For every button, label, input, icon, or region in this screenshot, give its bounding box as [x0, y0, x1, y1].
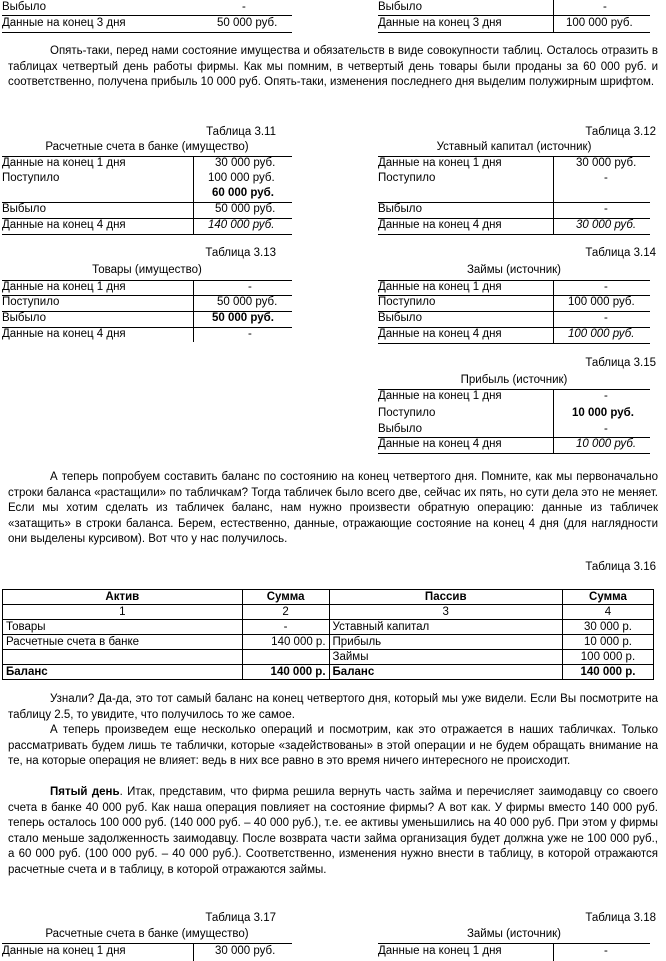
- paragraph-5: [8, 785, 658, 878]
- table-number-row: [3, 605, 654, 620]
- table-row: [2, 202, 292, 217]
- row-label: Данные на конец 1 дня: [2, 157, 126, 169]
- row-value: -: [604, 203, 608, 215]
- header-summa: Сумма: [562, 590, 653, 605]
- row-label: Данные на конец 4 дня: [378, 438, 502, 450]
- cell: 140 000 р.: [242, 665, 329, 680]
- top-right-row-vybylo: [378, 0, 650, 15]
- row-label: Данные на конец 4 дня: [378, 328, 502, 340]
- table-row: [378, 311, 650, 326]
- table-row: [378, 406, 650, 421]
- row-value: -: [604, 390, 608, 402]
- table-3-12-caption: Таблица 3.12: [585, 126, 656, 138]
- table-3-11-title: Расчетные счета в банке (имущество): [45, 141, 249, 153]
- row-value: 10 000 руб.: [572, 407, 634, 419]
- row-value: 50 000 руб.: [217, 17, 278, 29]
- table-row: [378, 389, 650, 404]
- top-left-row-vybylo: [2, 0, 292, 15]
- row-label: Выбыло: [378, 312, 423, 324]
- divider: [378, 32, 650, 33]
- header-aktiv: Актив: [3, 590, 243, 605]
- table-row: [2, 280, 292, 295]
- cell: Займы: [329, 650, 562, 665]
- row-label: Поступило: [378, 407, 436, 419]
- row-value: -: [604, 312, 608, 324]
- divider: [378, 234, 650, 235]
- table-3-17-caption: Таблица 3.17: [205, 912, 276, 924]
- row-label: Данные на конец 1 дня: [2, 281, 126, 293]
- row-label: Выбыло: [378, 1, 423, 13]
- paragraph-5-body: . Итак, представим, что фирма решила вернуть часть займа и перечисляет заимодавцу со своего счета в банке 40 000 руб. Как наша операция повлияет на состояние фирмы? А вот как. У фирмы вместо 140 000 руб. теперь осталось 100 000 руб. (140 000 руб. – 40 000 руб.), т.е. ее активы уменьшились на 40 000 руб. При этом у фирмы стало меньше задолженность заимодавцу. После возврата части займа организация будет должна уже не 100 000 руб., а 60 000 руб. (100 000 руб. – 40 000 руб.). Соответственно, изменения нужно внести в таблицу, в которой отражаются расчетные счета и в таблицу, в которой отражаются займы.: [8, 786, 658, 876]
- divider: [2, 32, 292, 33]
- column-number: 1: [3, 605, 243, 620]
- column-divider: [553, 0, 554, 32]
- table-3-14-title: Займы (источник): [466, 264, 562, 276]
- table-row: [378, 327, 650, 342]
- table-row: [378, 218, 650, 233]
- table-row: [2, 171, 292, 186]
- cell: [242, 650, 329, 665]
- header-summa: Сумма: [242, 590, 329, 605]
- cell: -: [242, 620, 329, 635]
- table-row: [2, 944, 292, 959]
- column-divider: [553, 943, 554, 961]
- row-label: Данные на конец 1 дня: [378, 157, 502, 169]
- column-divider: [553, 280, 554, 343]
- table-3-12-title: Уставный капитал (источник): [436, 141, 592, 153]
- table-row: [378, 295, 650, 310]
- row-label: Поступило: [378, 296, 436, 308]
- table-3-18-caption: Таблица 3.18: [585, 912, 656, 924]
- table-3-18-title: Займы (источник): [466, 928, 562, 940]
- column-divider: [193, 943, 194, 961]
- row-value: -: [604, 945, 608, 957]
- table-total-row: [3, 665, 654, 680]
- column-divider: [553, 156, 554, 234]
- row-value: -: [248, 328, 252, 340]
- table-row: [2, 295, 292, 310]
- paragraph-1: Опять-таки, перед нами состояние имущества и обязательств в виде совокупности таблиц. Осталось отразить в таблицах четвертый день работы фирмы. Как мы помним, в четвертый день товары были проданы за 60 000 руб. и соответственно, получена прибыль 10 000 руб. Опять-таки, изменения последнего дня выделим полужирным шрифтом.: [8, 45, 658, 88]
- cell: Расчетные счета в банке: [3, 635, 243, 650]
- balance-table: [2, 589, 654, 680]
- cell: 100 000 р.: [562, 650, 653, 665]
- row-label: Выбыло: [378, 423, 423, 435]
- row-label: Данные на конец 1 дня: [378, 390, 502, 402]
- table-3-15-caption: Таблица 3.15: [585, 357, 656, 369]
- row-value: -: [248, 281, 252, 293]
- table-row: [2, 327, 292, 342]
- cell: 140 000 р.: [242, 635, 329, 650]
- row-value: 100 000 руб.: [566, 17, 633, 29]
- row-label: Данные на конец 4 дня: [2, 219, 126, 231]
- row-label: Выбыло: [2, 203, 47, 215]
- cell: 140 000 р.: [562, 665, 653, 680]
- row-label: Данные на конец 4 дня: [378, 219, 502, 231]
- divider: [378, 343, 650, 344]
- column-number: 3: [329, 605, 562, 620]
- row-value: 50 000 руб.: [212, 312, 274, 324]
- row-value: 100 000 руб.: [208, 172, 275, 184]
- table-3-14-caption: Таблица 3.14: [585, 247, 656, 259]
- table-3-16-caption: Таблица 3.16: [585, 561, 656, 573]
- column-divider: [193, 156, 194, 234]
- row-label: Выбыло: [2, 312, 47, 324]
- row-value: 30 000 руб.: [215, 945, 276, 957]
- table-row: [2, 311, 292, 326]
- row-value: 100 000 руб.: [568, 328, 635, 340]
- table-3-13-caption: Таблица 3.13: [205, 247, 276, 259]
- row-label: Данные на конец 3 дня: [378, 17, 502, 29]
- column-number: 2: [242, 605, 329, 620]
- row-value: 30 000 руб.: [215, 157, 276, 169]
- table-row: [378, 944, 650, 959]
- top-left-row-end3: [2, 16, 292, 31]
- table-row: [378, 171, 650, 186]
- paragraph-2: А теперь попробуем составить баланс по состоянию на конец четвертого дня. Помните, как мы первоначально строки баланса «растащили» по табличкам? Тогда табличек было всего две, сейчас их пять, но сути дела это не меняет. Если мы хотим сделать из табличек баланс, нам нужно произвести обратную операцию: данные из табличек «затащить» в строки баланса. Берем, естественно, данные, отражающие состояние на конец 4 дня (для наглядности они выделены курсивом). Вот что у нас получилось.: [8, 471, 658, 545]
- row-value: 30 000 руб.: [576, 157, 637, 169]
- row-label: Поступило: [2, 172, 60, 184]
- row-value: 140 000 руб.: [208, 219, 275, 231]
- row-label: Выбыло: [378, 203, 423, 215]
- divider: [378, 453, 650, 454]
- table-3-15-title: Прибыль (источник): [460, 374, 568, 386]
- table-row: [2, 186, 292, 201]
- row-label: Данные на конец 1 дня: [2, 945, 126, 957]
- table-row: [378, 202, 650, 217]
- row-label: Данные на конец 4 дня: [2, 328, 126, 340]
- header-passiv: Пассив: [329, 590, 562, 605]
- table-3-11-caption: Таблица 3.11: [206, 126, 276, 138]
- cell: Прибыль: [329, 635, 562, 650]
- table-row: [3, 650, 654, 665]
- row-value: -: [604, 281, 608, 293]
- row-value-bold: 60 000 руб.: [212, 187, 274, 199]
- row-label: Выбыло: [2, 1, 47, 13]
- table-row: [378, 422, 650, 437]
- row-value: 30 000 руб.: [576, 219, 637, 231]
- row-label: Данные на конец 1 дня: [378, 945, 502, 957]
- cell: [3, 650, 243, 665]
- column-number: 4: [562, 605, 653, 620]
- column-divider: [193, 280, 194, 342]
- row-value: -: [604, 423, 608, 435]
- table-3-13-title: Товары (имущество): [92, 264, 202, 276]
- table-row: [3, 635, 654, 650]
- cell: 10 000 р.: [562, 635, 653, 650]
- row-value: -: [603, 1, 607, 13]
- row-label: Данные на конец 3 дня: [2, 17, 126, 29]
- cell: Баланс: [329, 665, 562, 680]
- cell: Товары: [3, 620, 243, 635]
- row-value: 100 000 руб.: [568, 296, 635, 308]
- row-value: 10 000 руб.: [576, 438, 637, 450]
- cell: Баланс: [3, 665, 243, 680]
- top-right-row-end3: [378, 16, 650, 31]
- cell: 30 000 р.: [562, 620, 653, 635]
- paragraph-5-lead: Пятый день: [50, 786, 120, 798]
- row-value: -: [242, 1, 246, 13]
- row-value: 50 000 руб.: [215, 203, 276, 215]
- table-row: [378, 437, 650, 452]
- column-divider: [553, 389, 554, 453]
- table-row: [2, 218, 292, 233]
- paragraph-3: Узнали? Да-да, это тот самый баланс на конец четвертого дня, который мы уже видели. Если Вы посмотрите на таблицу 2.5, то увидите, что получилось то же самое.: [8, 693, 658, 721]
- table-row: [2, 156, 292, 171]
- row-label: Данные на конец 1 дня: [378, 281, 502, 293]
- row-label: Поступило: [2, 296, 60, 308]
- row-value: 50 000 руб.: [217, 296, 278, 308]
- table-row: [3, 620, 654, 635]
- cell: Уставный капитал: [329, 620, 562, 635]
- row-value: -: [604, 172, 608, 184]
- table-row: [378, 280, 650, 295]
- table-3-17-title: Расчетные счета в банке (имущество): [45, 928, 249, 940]
- divider: [2, 234, 292, 235]
- paragraph-4: А теперь произведем еще несколько операций и посмотрим, как это отражается в наших табличках. Только рассматривать будем лишь те таблички, которые «задействованы» в этой операции и не будем обращать внимание на те, на которые операция не влияет: ведь в них все равно в это время ничего интересного не происходит.: [8, 724, 658, 767]
- row-label: Поступило: [378, 172, 436, 184]
- table-row: [378, 156, 650, 171]
- table-header-row: [3, 590, 654, 605]
